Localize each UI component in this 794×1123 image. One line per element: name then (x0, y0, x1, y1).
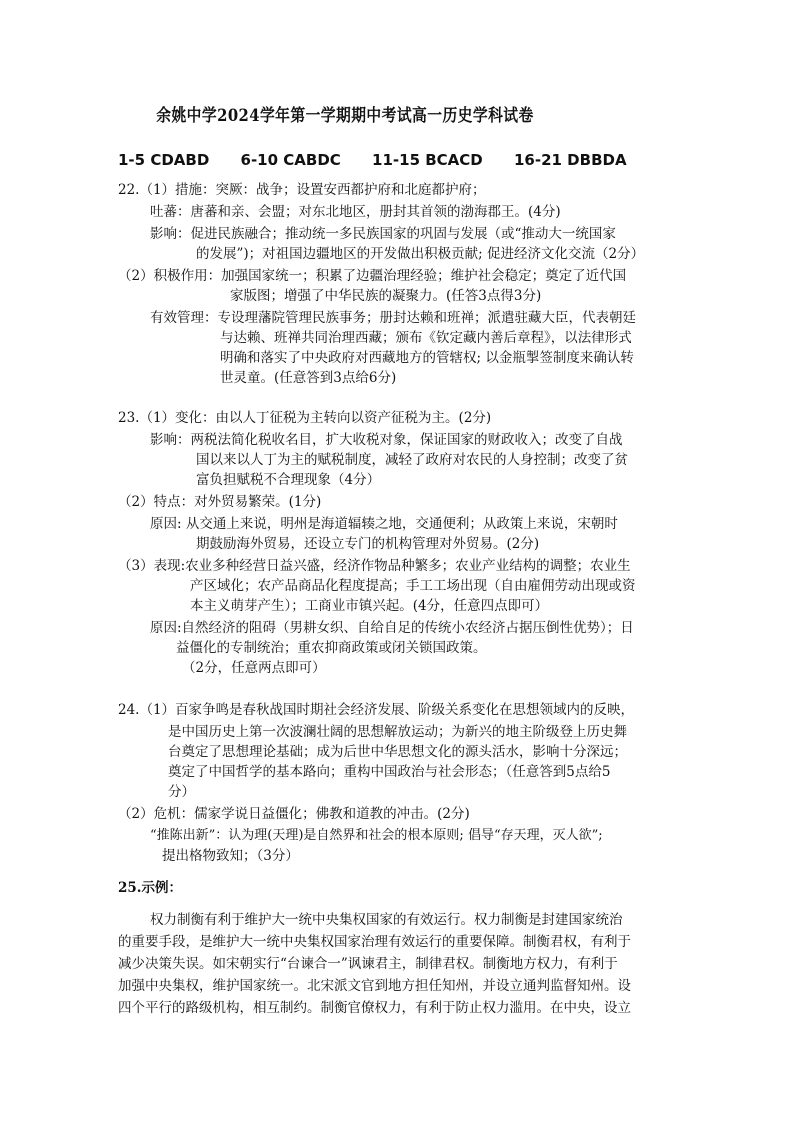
q22-line: 有效管理：专设理藩院管理民族事务；册封达赖和班禅；派遣驻藏大臣，代表朝廷 (150, 310, 636, 326)
q23-line: 23.（1）变化：由以人丁征税为主转向以资产征税为主。(2分) (118, 410, 492, 426)
q22-line: （2）积极作用：加强国家统一；积累了边疆治理经验；维护社会稳定；奠定了近代国 (118, 268, 627, 284)
q25-line: 四个平行的路级机构，相互制约。制衡官僚权力，有利于防止权力滥用。在中央，设立 (118, 1000, 631, 1016)
q23-line: 国以来以人丁为主的赋税制度，减轻了政府对农民的人身控制；改变了贫 (196, 452, 628, 468)
answer-key-item: 6-10 CABDC (240, 151, 341, 169)
q22-line: 影响：促进民族融合；推动统一多民族国家的巩固与发展（或“推动大一统国家 (150, 226, 616, 242)
q23-line: 产区域化；农产品商品化程度提高；手工工场出现（自由雇佣劳动出现或资 (190, 578, 636, 594)
q25-line: 的重要手段，是维护大一统中央集权国家治理有效运行的重要保障。制衡君权，有利于 (118, 934, 631, 950)
q22-line: 吐蕃：唐蕃和亲、会盟；对东北地区，册封其首领的渤海郡王。(4分) (150, 204, 561, 220)
q23-line: 影响：两税法简化税收名目，扩大收税对象，保证国家的财政收入；改变了自战 (150, 432, 623, 448)
answer-key-item: 16-21 DBBDA (513, 151, 627, 169)
q25-line: 权力制衡有利于维护大一统中央集权国家的有效运行。权力制衡是封建国家统治 (150, 912, 623, 928)
q22-line: 与达赖、班禅共同治理西藏；颁布《钦定藏内善后章程》，以法律形式 (220, 330, 632, 346)
q23-line: （2分，任意两点即可） (182, 660, 326, 676)
q23-line: 原因: 从交通上来说，明州是海道辐辏之地，交通便利；从政策上来说，宋朝时 (150, 516, 618, 532)
q22-line: 家版图；增强了中华民族的凝聚力。(任答3点得3分) (230, 288, 542, 304)
answer-key-item: 1-5 CDABD (118, 151, 210, 169)
q25-line: 加强中央集权，维护国家统一。北宋派文官到地方担任知州，并设立通判监督知州。设 (118, 978, 631, 994)
q24-line: 24.（1）百家争鸣是春秋战国时期社会经济发展、阶级关系变化在思想领域内的反映， (118, 702, 635, 718)
page-title: 余姚中学2024学年第一学期期中考试高一历史学科试卷 (156, 106, 534, 126)
q24-line: 台奠定了思想理论基础；成为后世中华思想文化的源头活水，影响十分深远； (168, 744, 627, 760)
q24-line: 提出格物致知；（3分） (162, 848, 299, 864)
q23-line: 期鼓励海外贸易，还设立专门的机构管理对外贸易。(2分) (196, 536, 540, 552)
q24-line: “推陈出新”：认为理(天理)是自然界和社会的根本原则; 倡导“存天理，灭人欲”; (150, 828, 603, 843)
q25-heading: 25.示例： (118, 880, 182, 896)
q24-line: 分） (168, 784, 195, 800)
q23-line: （2）特点：对外贸易繁荣。(1分) (118, 494, 322, 510)
answer-key (118, 150, 653, 170)
q23-line: （3）表现:农业多种经营日益兴盛，经济作物品种繁多；农业产业结构的调整；农业生 (118, 558, 631, 574)
q24-line: （2）危机：儒家学说日益僵化；佛教和道教的冲击。(2分) (118, 806, 470, 822)
q22-line: 明确和落实了中央政府对西藏地方的管辖权; 以金瓶掣签制度来确认转 (220, 350, 634, 366)
q22-line: 22.（1）措施：突厥：战争；设置安西都护府和北庭都护府； (118, 182, 486, 198)
q23-line: 富负担赋税不合理现象（4分） (196, 472, 381, 488)
q24-line: 是中国历史上第一次波澜壮阔的思想解放运动；为新兴的地主阶级登上历史舞 (168, 724, 627, 740)
q23-line: 益僵化的专制统治；重农抑商政策或闭关锁国政策。 (176, 640, 487, 656)
q24-line: 奠定了中国哲学的基本路向；重构中国政治与社会形态；（任意答到5点给5 (168, 764, 611, 780)
q23-line: 本主义萌芽产生）；工商业市镇兴起。(4分，任意四点即可） (190, 598, 549, 614)
q23-line: 原因:自然经济的阻碍（男耕女织、自给自足的传统小农经济占据压倒性优势）；日 (150, 620, 634, 636)
q22-line: 世灵童。(任意答到3点给6分) (220, 370, 397, 386)
q25-line: 减少决策失误。如宋朝实行“台谏合一”讽谏君主，制律君权。制衡地方权力，有利于 (118, 956, 618, 972)
q22-line: 的发展”)；对祖国边疆地区的开发做出积极贡献; 促进经济文化交流（2分） (196, 246, 645, 262)
answer-key-item: 11-15 BCACD (372, 151, 483, 169)
